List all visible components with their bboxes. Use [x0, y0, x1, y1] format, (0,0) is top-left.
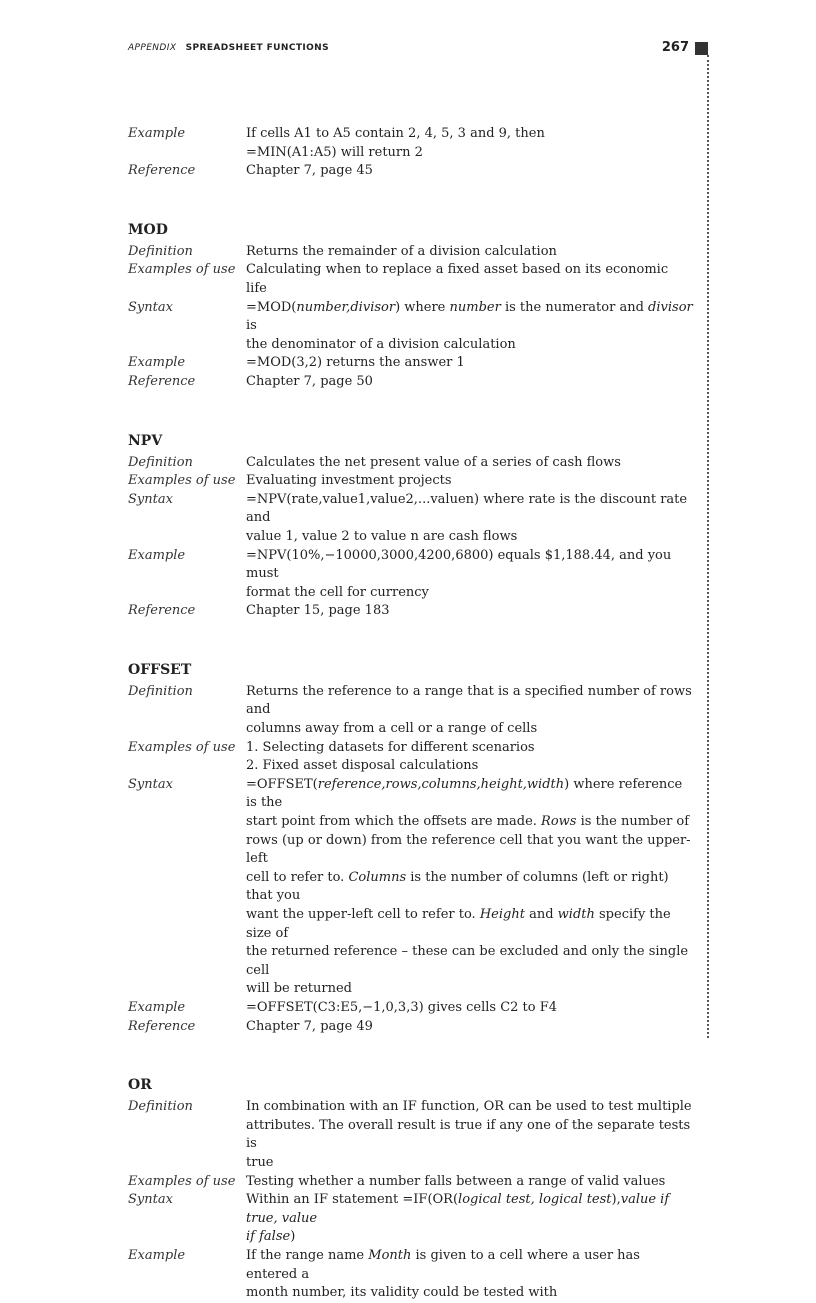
- text-line: 1. Selecting datasets for different scenarios: [246, 739, 535, 755]
- or-syntax-entry: [128, 1191, 693, 1247]
- text-line: will be returned: [246, 981, 352, 997]
- npv-reference-entry: [128, 602, 693, 621]
- entry-value: [246, 776, 693, 999]
- min-reference-entry: [128, 162, 693, 181]
- text-line: true: [246, 1154, 274, 1170]
- running-head-appendix: APPENDIX: [128, 43, 177, 53]
- mod-example-entry: [128, 354, 693, 373]
- text-line: start point from which the offsets are made. Rows is the number of: [246, 814, 690, 830]
- entry-label: Syntax: [128, 491, 173, 507]
- entry-value: Calculates the net present value of a series of cash flows: [246, 454, 621, 470]
- entry-value: =MOD(3,2) returns the answer 1: [246, 355, 465, 371]
- entry-label: Examples of use: [128, 1173, 236, 1189]
- function-title: NPV: [128, 432, 163, 449]
- entry-label: Reference: [128, 1018, 196, 1034]
- entry-label: Example: [128, 999, 186, 1015]
- entry-value: [246, 299, 693, 355]
- entry-label: Syntax: [128, 299, 173, 315]
- entry-label: Definition: [128, 683, 193, 699]
- entry-label: Reference: [128, 603, 196, 619]
- npv-examples-entry: [128, 472, 693, 491]
- min-continued-block: [128, 125, 693, 181]
- text-line: if false): [246, 1229, 296, 1245]
- or-example-entry: [128, 1247, 693, 1303]
- text-line: format the cell for currency: [246, 584, 429, 600]
- text-line: the denominator of a division calculation: [246, 336, 516, 352]
- entry-label: Examples of use: [128, 473, 236, 489]
- entry-label: Example: [128, 126, 186, 141]
- entry-value: [246, 683, 693, 739]
- entry-label: Definition: [128, 1099, 193, 1115]
- or-block: [128, 1076, 693, 1303]
- page-edge-tab: [695, 42, 708, 55]
- entry-value: Returns the remainder of a division calculation: [246, 243, 557, 259]
- entry-value: [246, 547, 693, 603]
- text-line: columns away from a cell or a range of cells: [246, 721, 538, 737]
- entry-label: Example: [128, 1247, 186, 1263]
- text-line: Returns the reference to a range that is a specified number of rows and: [246, 683, 692, 718]
- npv-definition-entry: [128, 454, 693, 473]
- entry-label: Examples of use: [128, 262, 236, 278]
- or-definition-entry: [128, 1098, 693, 1172]
- entry-value: =OFFSET(C3:E5,−1,0,3,3) gives cells C2 to F4: [246, 999, 558, 1015]
- text-line: If the range name Month is given to a cell where a user has entered a: [246, 1247, 640, 1282]
- mod-block: [128, 221, 693, 392]
- entry-label: Reference: [128, 373, 196, 389]
- entry-value: [246, 739, 693, 776]
- text-line: =NPV(10%,−10000,3000,4200,6800) equals $1,188.44, and you must: [246, 547, 672, 582]
- text-line: value 1, value 2 to value n are cash flows: [246, 528, 518, 544]
- or-examples-entry: [128, 1173, 693, 1192]
- text-line: Within an IF statement =IF(OR(logical test, logical test),value if true, value: [246, 1192, 670, 1226]
- offset-example-entry: [128, 999, 693, 1018]
- entry-value: Chapter 15, page 183: [246, 603, 390, 619]
- text-line: =MOD(number,divisor) where number is the numerator and divisor is: [246, 299, 693, 334]
- page-number: 267: [661, 40, 689, 55]
- text-line: 2. Fixed asset disposal calculations: [246, 758, 479, 774]
- running-head-title: SPREADSHEET FUNCTIONS: [185, 43, 329, 53]
- min-example-entry: [128, 125, 693, 162]
- page-edge-dotted-rule: [707, 55, 709, 1038]
- npv-block: [128, 432, 693, 621]
- mod-examples-entry: [128, 261, 693, 298]
- entry-value: Testing whether a number falls between a range of valid values: [246, 1173, 666, 1189]
- entry-value: Calculating when to replace a fixed asset based on its economic life: [246, 262, 669, 296]
- offset-examples-entry: [128, 739, 693, 776]
- offset-definition-entry: [128, 683, 693, 739]
- text-line: want the upper-left cell to refer to. Height and width specify the size of: [246, 907, 671, 941]
- function-title: OFFSET: [128, 661, 192, 678]
- text-line: the returned reference – these can be excluded and only the single cell: [246, 944, 689, 978]
- offset-reference-entry: [128, 1018, 693, 1037]
- running-head: [128, 43, 329, 53]
- entry-value: Chapter 7, page 49: [246, 1018, 373, 1034]
- entry-value: [246, 1098, 693, 1172]
- entry-label: Definition: [128, 454, 193, 470]
- mod-syntax-entry: [128, 299, 693, 355]
- entry-label: Example: [128, 547, 186, 563]
- text-line: =OFFSET(reference,rows,columns,height,width) where reference is the: [246, 776, 683, 811]
- entry-value: [246, 1191, 693, 1247]
- entry-value: Chapter 7, page 50: [246, 373, 373, 389]
- text-line: month number, its validity could be tested with: [246, 1285, 558, 1301]
- entry-value: [246, 491, 693, 547]
- entry-label: Syntax: [128, 776, 173, 792]
- entry-label: Example: [128, 355, 186, 371]
- text-line: In combination with an IF function, OR can be used to test multiple: [246, 1099, 692, 1115]
- entry-value: Evaluating investment projects: [246, 473, 452, 489]
- page-content: [128, 125, 693, 1303]
- text-line: If cells A1 to A5 contain 2, 4, 5, 3 and 9, then: [246, 126, 545, 141]
- function-title: OR: [128, 1077, 152, 1094]
- text-line: rows (up or down) from the reference cell that you want the upper-left: [246, 832, 691, 867]
- entry-label: Examples of use: [128, 739, 236, 755]
- entry-value: [246, 1247, 693, 1303]
- offset-block: [128, 661, 693, 1036]
- entry-value: Chapter 7, page 45: [246, 163, 373, 179]
- text-line: =MIN(A1:A5) will return 2: [246, 144, 423, 160]
- entry-label: Reference: [128, 163, 196, 179]
- text-line: =NPV(rate,value1,value2,...valuen) where rate is the discount rate and: [246, 491, 688, 526]
- function-title: MOD: [128, 221, 168, 238]
- entry-label: Definition: [128, 243, 193, 259]
- text-line: attributes. The overall result is true if any one of the separate tests is: [246, 1117, 691, 1152]
- npv-example-entry: [128, 547, 693, 603]
- mod-reference-entry: [128, 373, 693, 392]
- entry-label: Syntax: [128, 1192, 173, 1208]
- mod-definition-entry: [128, 243, 693, 262]
- entry-value: [246, 125, 693, 162]
- text-line: cell to refer to. Columns is the number of columns (left or right) that you: [246, 869, 669, 904]
- offset-syntax-entry: [128, 776, 693, 999]
- npv-syntax-entry: [128, 491, 693, 547]
